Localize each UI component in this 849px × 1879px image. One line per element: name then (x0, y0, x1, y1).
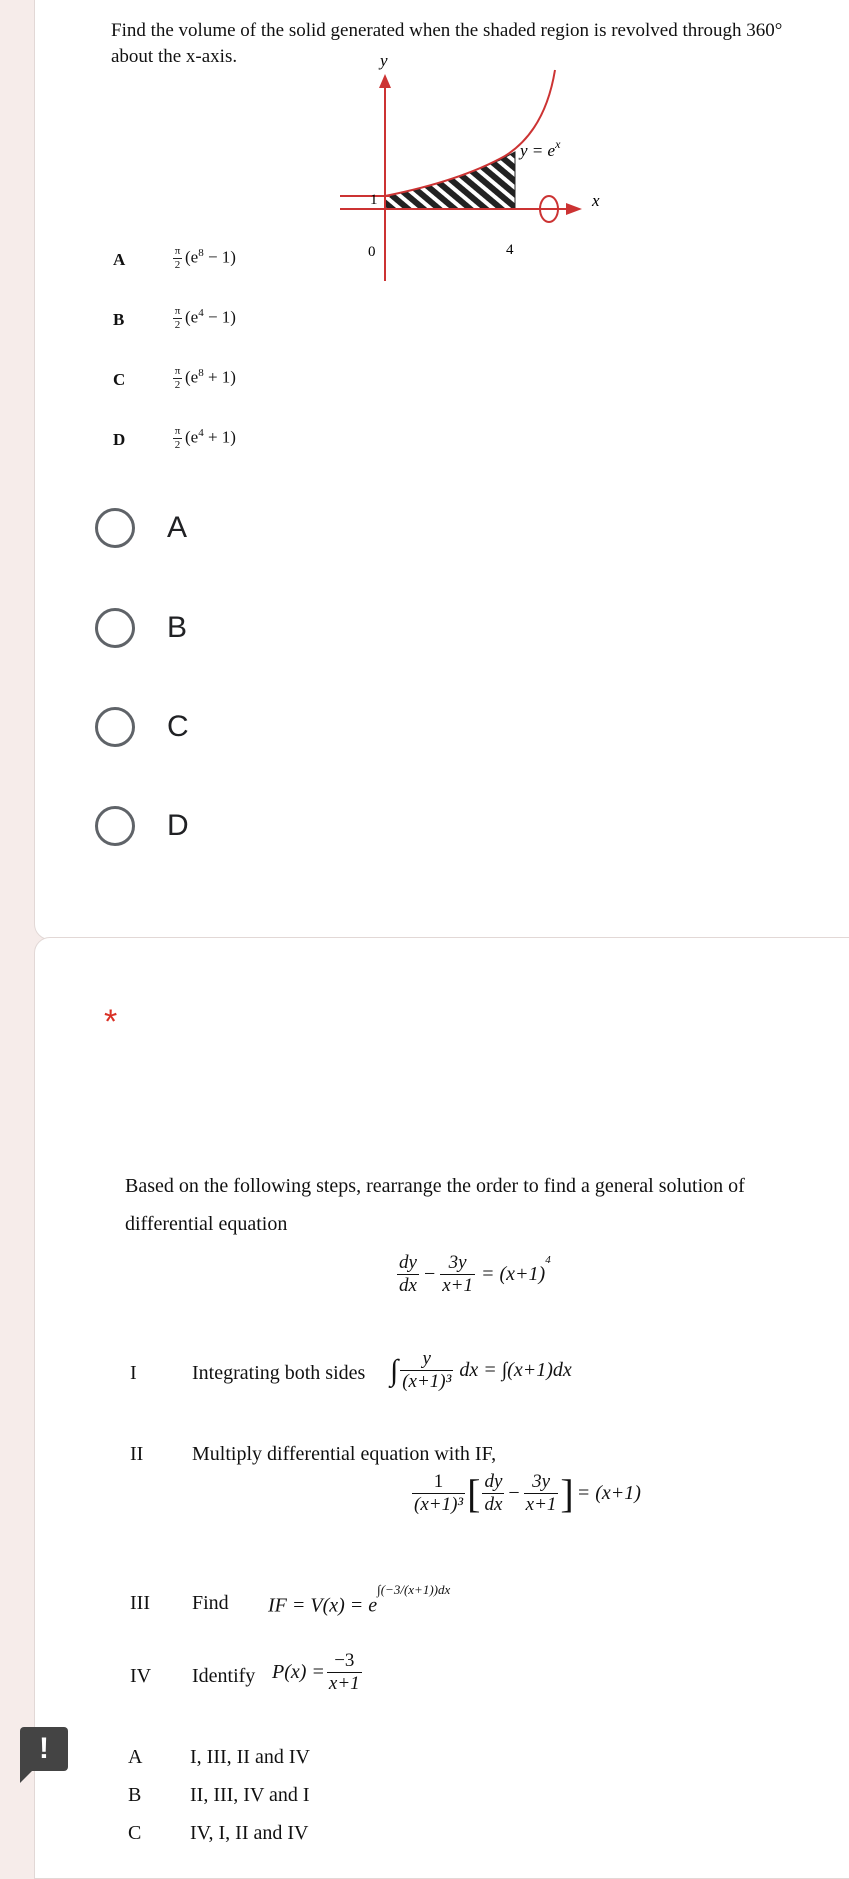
option-b: B (113, 310, 125, 329)
radio-circle-icon[interactable] (95, 806, 135, 846)
question1-prompt-line1: Find the volume of the solid generated when the shaded region is revolved through 360° (111, 20, 783, 41)
alert-tail (20, 1771, 32, 1783)
radio-option-a[interactable]: A (95, 508, 187, 548)
y-axis-arrow (379, 74, 391, 88)
radio-circle-icon[interactable] (95, 707, 135, 747)
option-c-expression: $\frac{\pi}{2}$ $(e^8 + 1)$ (174, 365, 236, 391)
step-4-number: IV (130, 1665, 152, 1687)
tick-label-x4: 4 (506, 242, 514, 258)
x-axis-label: x (592, 191, 600, 210)
step-1-math: ∫ $\frac{y}{\text{(x+1)³}}$ dx = ∫(x+1)dx (390, 1348, 572, 1392)
radio-option-d[interactable]: D (95, 806, 189, 846)
answer-c-letter: C (128, 1822, 142, 1844)
required-marker: * (104, 1003, 118, 1041)
option-a: A (113, 250, 126, 269)
option-a-expression: $\frac{\pi}{2}$ $(e^8 - 1)$ (174, 245, 236, 271)
radio-option-b[interactable]: B (95, 608, 187, 648)
radio-option-c[interactable]: C (95, 707, 189, 747)
step-4-math: P(x) = $\frac{-3}{x+1}$ (272, 1650, 360, 1694)
radio-circle-icon[interactable] (95, 608, 135, 648)
step-3-number: III (130, 1592, 150, 1614)
differential-equation: $\frac{dy}{dx}$ − $\frac{3y}{x+1}$ = (x+1) $^4$ (399, 1252, 551, 1296)
pi-fraction: $\frac{\pi}{2}$ (174, 365, 181, 391)
answer-a-letter: A (128, 1746, 143, 1768)
tick-label-y1: 1 (370, 192, 378, 208)
pi-fraction: $\frac{\pi}{2}$ (174, 245, 181, 271)
question1-prompt-line2: about the x-axis. (111, 46, 238, 67)
region-graph (330, 56, 620, 286)
step-3-text: Find (192, 1592, 229, 1614)
option-b-expression: $\frac{\pi}{2}$ $(e^4 - 1)$ (174, 305, 236, 331)
step-2-number: II (130, 1443, 144, 1465)
pi-fraction: $\frac{\pi}{2}$ (174, 305, 181, 331)
step-1-number: I (130, 1362, 137, 1384)
exclamation-icon[interactable]: ! (20, 1727, 68, 1771)
option-c: C (113, 370, 126, 389)
step-2-math: $\frac{1}{\text{(x+1)³}}$ [ $\frac{dy}{dx}$ − $\frac{3y}{x+1}$ ] = (x+1) (414, 1471, 641, 1516)
answer-b-letter: B (128, 1784, 142, 1806)
answer-a-text: I, III, II and IV (190, 1746, 310, 1768)
step-2-text: Multiply differential equation with IF, (192, 1443, 497, 1465)
y-axis-label: y (380, 56, 388, 70)
pi-fraction: $\frac{\pi}{2}$ (174, 425, 181, 451)
step-1-text: Integrating both sides (192, 1362, 366, 1384)
answer-c-text: IV, I, II and IV (190, 1822, 309, 1844)
step-3-math: IF = $V(x) = e^{\int(-3/(x+1))dx}$ (268, 1582, 451, 1617)
origin-label: 0 (368, 244, 376, 260)
curve-label: $y = e^x$ (520, 137, 561, 160)
option-d-expression: $\frac{\pi}{2}$ $(e^4 + 1)$ (174, 425, 236, 451)
question2-prompt-line1: Based on the following steps, rearrange the order to find a general solution of (125, 1175, 745, 1197)
radio-circle-icon[interactable] (95, 508, 135, 548)
option-d: D (113, 430, 126, 449)
question-card-2 (34, 937, 849, 1879)
x-axis-arrow (566, 203, 582, 215)
answer-b-text: II, III, IV and I (190, 1784, 310, 1806)
question2-prompt-line2: differential equation (125, 1213, 288, 1235)
step-4-text: Identify (192, 1665, 256, 1687)
